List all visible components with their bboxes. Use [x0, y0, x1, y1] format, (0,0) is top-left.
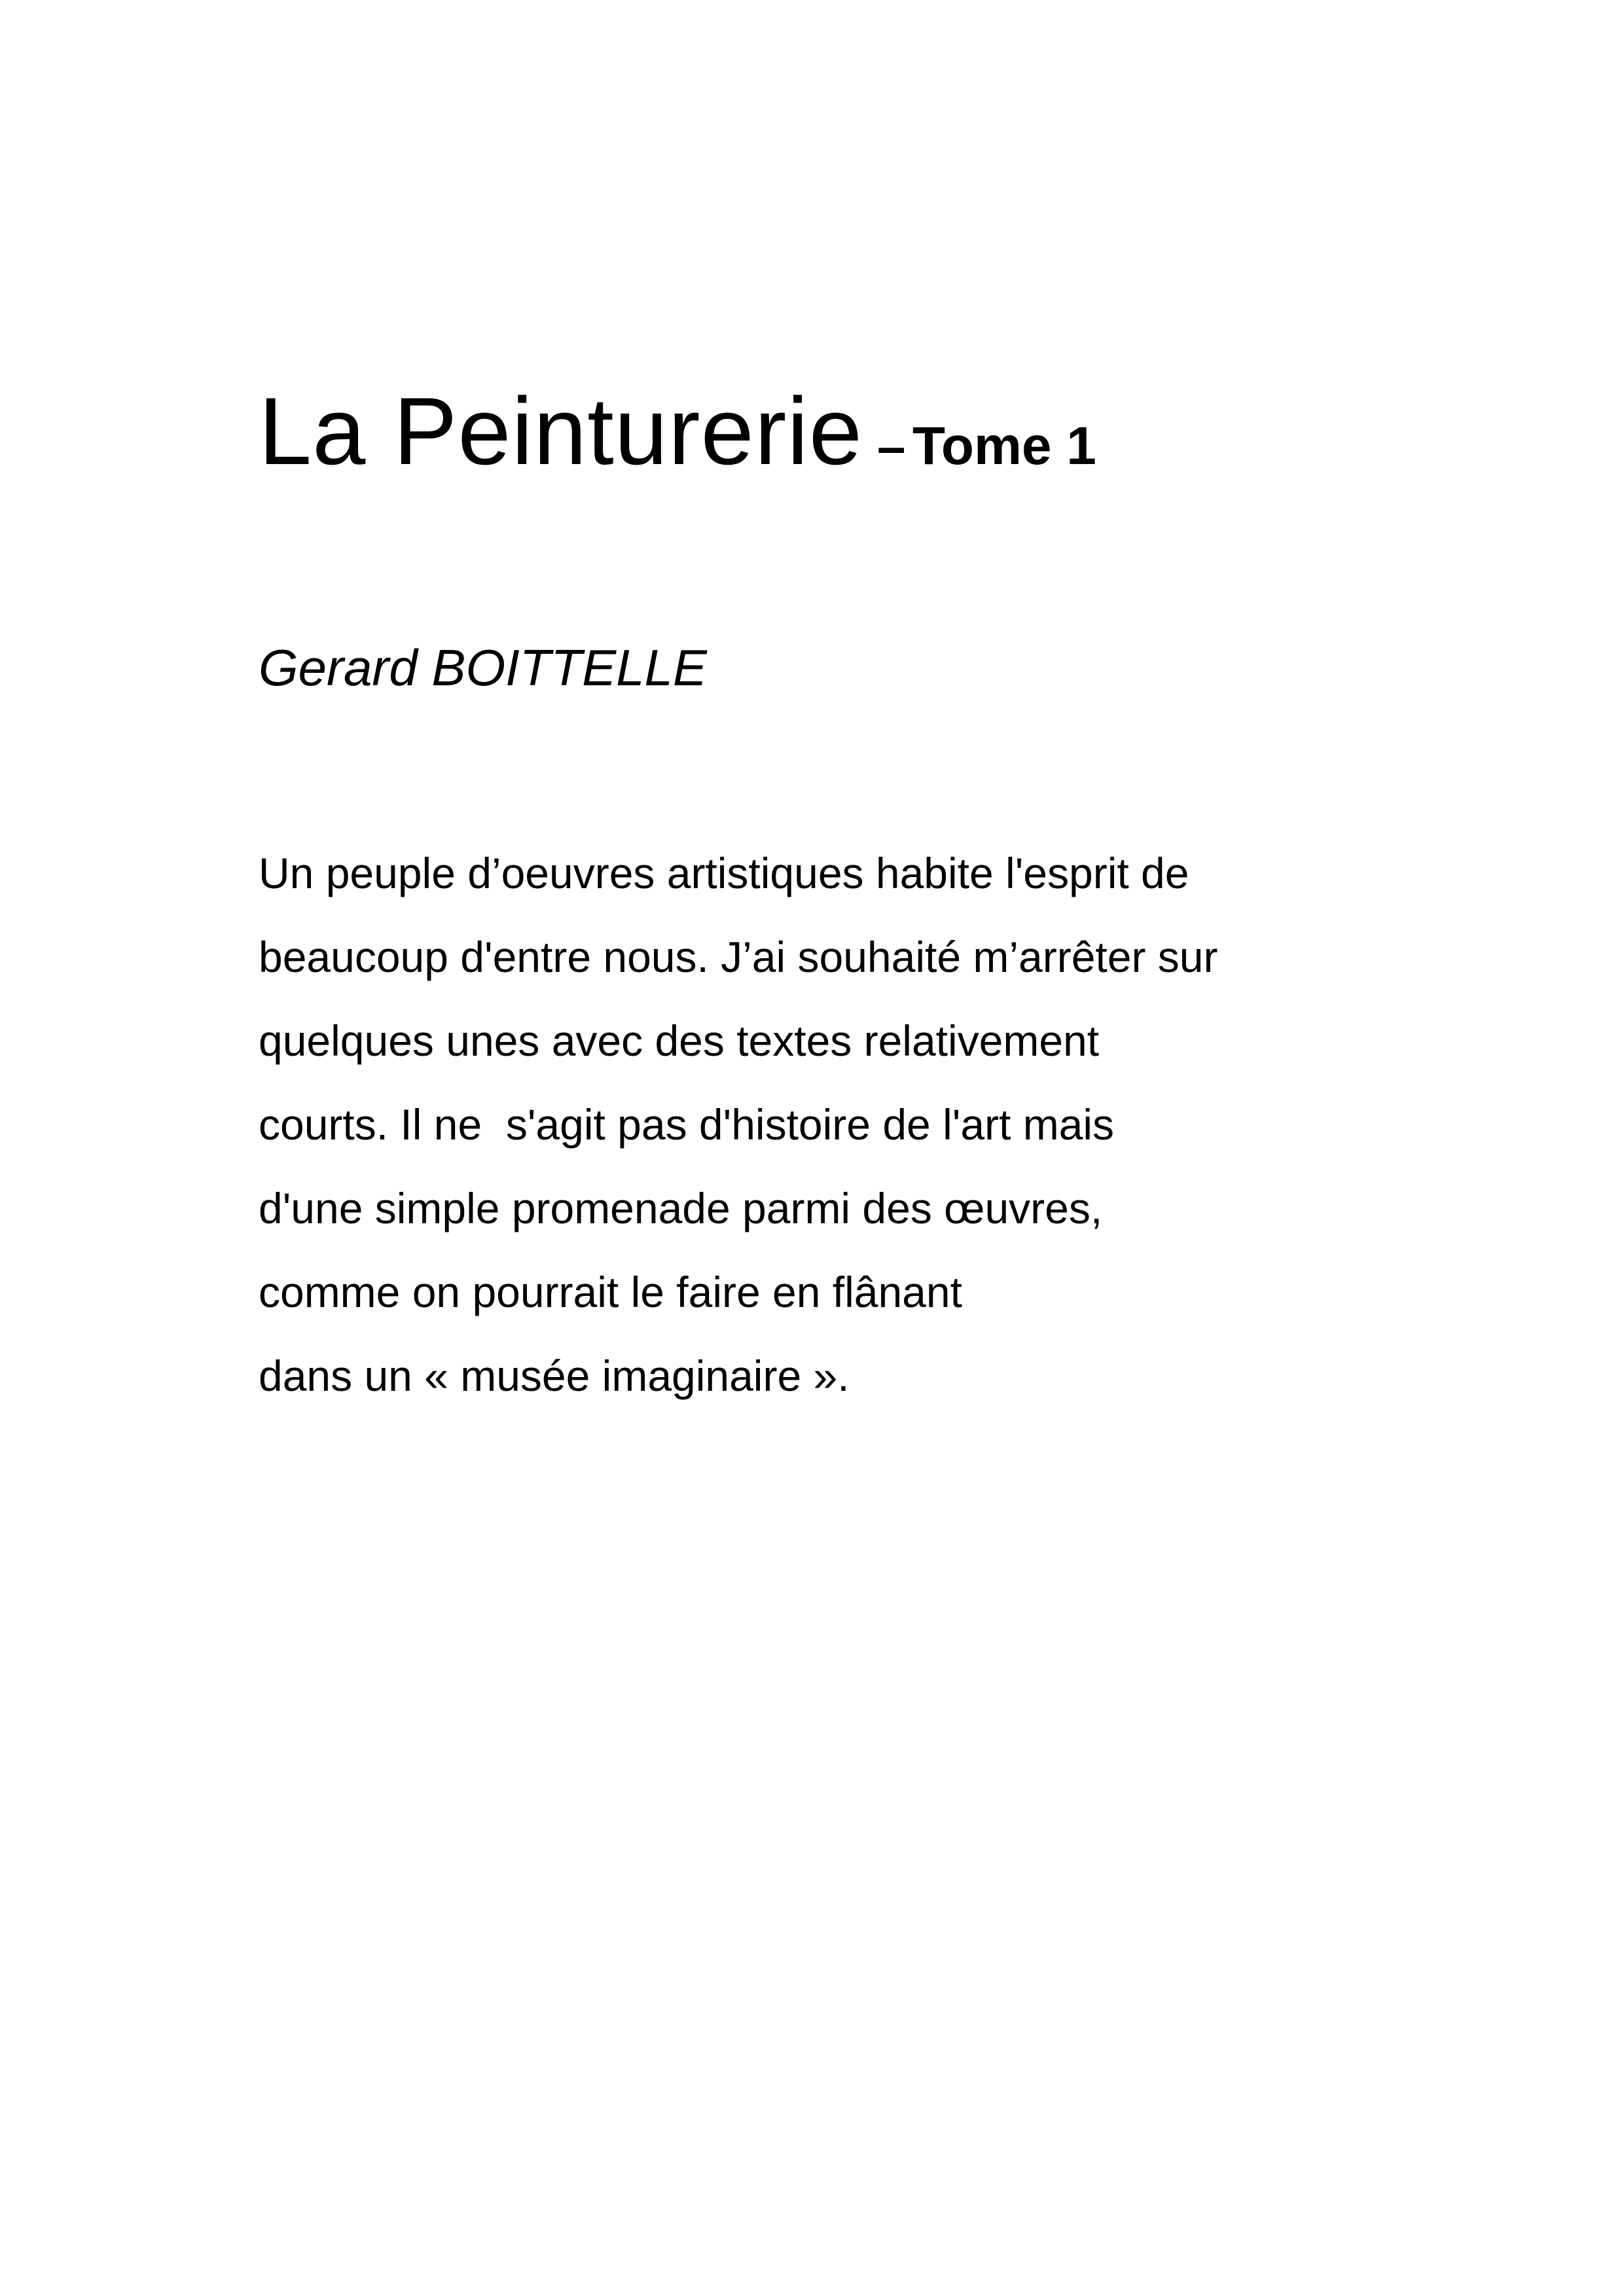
description-line: courts. Il ne s'agit pas d'histoire de l'art mais: [259, 1100, 1115, 1149]
title-block: [259, 376, 1096, 486]
title-dash: –: [877, 418, 906, 475]
description-line: dans un « musée imaginaire ».: [259, 1352, 850, 1400]
description-line: beaucoup d'entre nous. J’ai souhaité m’arrêter sur: [259, 933, 1218, 981]
description-line: quelques unes avec des textes relativement: [259, 1016, 1100, 1065]
book-description: [259, 831, 1437, 1418]
volume-label: Tome 1: [912, 416, 1096, 476]
book-title: La Peinturerie: [259, 378, 863, 484]
author-name: Gerard BOITTELLE: [259, 639, 707, 696]
description-line: comme on pourrait le faire en flânant: [259, 1268, 962, 1316]
description-line: Un peuple d’oeuvres artistiques habite l'esprit de: [259, 849, 1189, 897]
description-line: d'une simple promenade parmi des œuvres,: [259, 1184, 1103, 1232]
